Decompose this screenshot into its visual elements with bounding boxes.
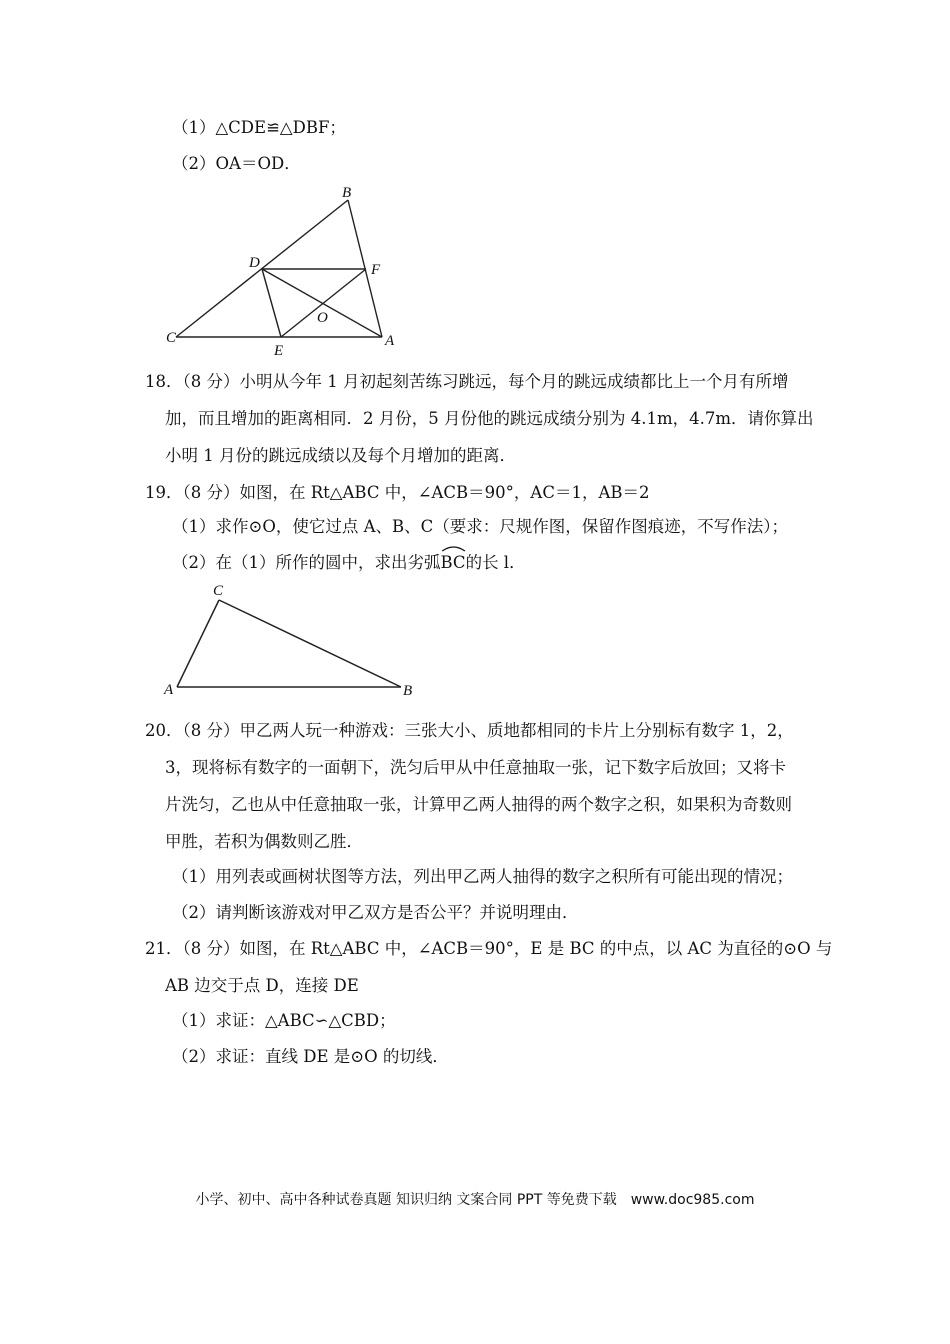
label-c: C [166, 330, 177, 346]
q18-line1: 18．（8 分）小明从今年 1 月初起刻苦练习跳远，每个月的跳远成绩都比上一个月有所增 [145, 372, 789, 391]
label-e: E [274, 343, 284, 359]
q20-part2: （2）请判断该游戏对甲乙双方是否公平？并说明理由． [172, 903, 579, 922]
q18-line2: 加，而且增加的距离相同．2 月份，5 月份他的跳远成绩分别为 4.1m，4.7m．请你算出 [165, 409, 814, 428]
label-o: O [317, 310, 328, 326]
q20-line2: 3，现将标有数字的一面朝下，洗匀后甲从中任意抽取一张，记下数字后放回；又将卡 [165, 758, 786, 777]
q21-line2: AB 边交于点 D，连接 DE [165, 976, 359, 995]
line-da [262, 269, 382, 337]
q20-line1: 20．（8 分）甲乙两人玩一种游戏：三张大小、质地都相同的卡片上分别标有数字 1，2， [145, 721, 794, 740]
q19-part1: （1）求作⊙O，使它过点 A、B、C（要求：尺规作图，保留作图痕迹，不写作法）； [172, 517, 789, 536]
label-d: D [249, 255, 260, 271]
q19-part2-pre: （2）在（1）所作的圆中，求出劣弧 [172, 553, 441, 572]
q20-line4: 甲胜，若积为偶数则乙胜． [165, 832, 363, 851]
arc-mark-icon [441, 544, 466, 552]
q20-part1: （1）用列表或画树状图等方法，列出甲乙两人抽得的数字之积所有可能出现的情况； [172, 867, 793, 886]
q17-figure [160, 180, 410, 360]
arc-bc [441, 551, 466, 575]
line-ca [177, 600, 219, 687]
q21-part1: （1）求证：△ABC∽△CBD； [172, 1011, 396, 1030]
arc-bc-label: BC [440, 553, 466, 572]
label-c: C [213, 583, 224, 599]
label-b: B [342, 185, 352, 201]
label-a: A [385, 333, 395, 349]
line-ef [281, 269, 366, 337]
q20-line3: 片洗匀，乙也从中任意抽取一张，计算甲乙两人抽得的两个数字之积，如果积为奇数则 [165, 795, 792, 814]
label-a: A [164, 682, 174, 698]
q17-part2: （2）OA＝OD． [172, 154, 301, 173]
line-de [262, 269, 281, 337]
label-b: B [403, 683, 413, 699]
q19-part2 [172, 551, 526, 575]
line-cb [219, 600, 401, 687]
q18-line3: 小明 1 月份的跳远成绩以及每个月增加的距离． [165, 446, 516, 465]
page-footer: 小学、初中、高中各种试卷真题 知识归纳 文案合同 PPT 等免费下载 www.doc985.com [195, 1192, 755, 1208]
q19-figure [160, 580, 420, 700]
q19-part2-post: 的长 l． [465, 553, 526, 572]
q17-part1: （1）△CDE≌△DBF； [172, 118, 346, 137]
q19-line1: 19．（8 分）如图，在 Rt△ABC 中，∠ACB＝90°，AC＝1，AB＝2 [145, 483, 650, 502]
q21-line1: 21．（8 分）如图，在 Rt△ABC 中，∠ACB＝90°，E 是 BC 的中点，以 AC 为直径的⊙O 与 [145, 939, 833, 958]
q21-part2: （2）求证：直线 DE 是⊙O 的切线． [172, 1047, 449, 1066]
label-f: F [371, 262, 381, 278]
